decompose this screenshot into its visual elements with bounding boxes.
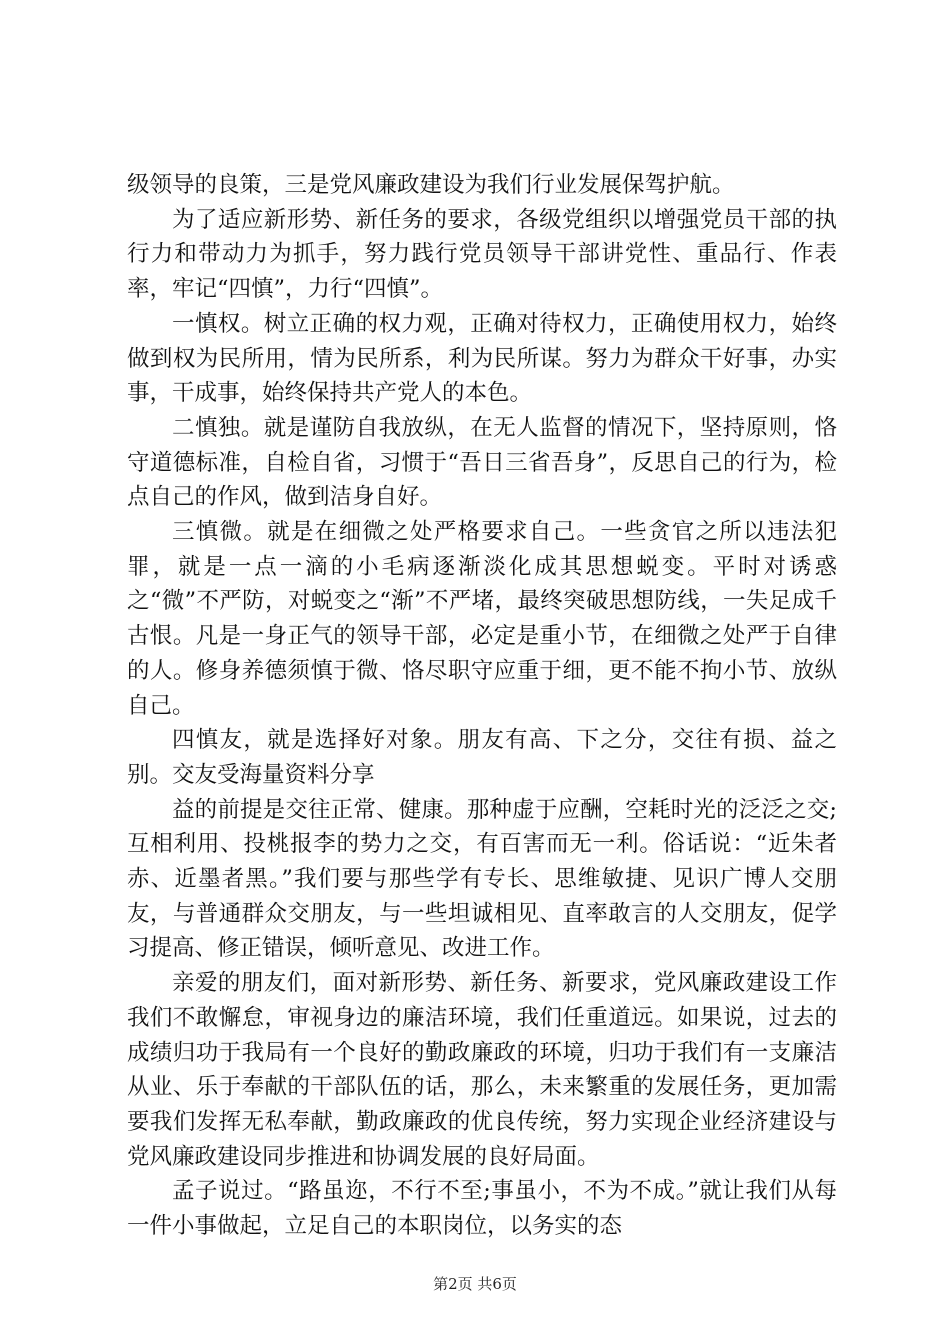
paragraph-power: 一慎权。树立正确的权力观，正确对待权力，正确使用权力，始终做到权为民所用，情为民所系，利为民所谋。努力为群众干好事，办实事，干成事，始终保持共产党人的本色。 <box>127 310 837 407</box>
page-footer: 第2页 共6页 <box>433 1275 517 1293</box>
paragraph-closing: 亲爱的朋友们，面对新形势、新任务、新要求，党风廉政建设工作我们不敢懈怠，审视身边的廉洁环境，我们任重道远。如果说，过去的成绩归功于我局有一个良好的勤政廉政的环境，归功于我们有一支廉洁从业、乐于奉献的干部队伍的话，那么，未来繁重的发展任务，更加需要我们发挥无私奉献，勤政廉政的优良传统，努力实现企业经济建设与党风廉政建设同步推进和协调发展的良好局面。 <box>127 970 837 1170</box>
paragraph-details: 三慎微。就是在细微之处严格要求自己。一些贪官之所以违法犯罪，就是一点一滴的小毛病逐渐淡化成其思想蜕变。平时对诱惑之“微”不严防，对蜕变之“渐”不严堵，最终突破思想防线，一失足成千古恨。凡是一身正气的领导干部，必定是重小节，在细微之处严于自律的人。修身养德须慎于微、恪尽职守应重于细，更不能不拘小节、放纵自己。 <box>127 519 837 719</box>
paragraph-intro: 为了适应新形势、新任务的要求，各级党组织以增强党员干部的执行力和带动力为抓手，努力践行党员领导干部讲党性、重品行、作表率，牢记“四慎”，力行“四慎”。 <box>127 206 837 303</box>
paragraph-solitude: 二慎独。就是谨防自我放纵，在无人监督的情况下，坚持原则，恪守道德标准，自检自省，习惯于“吾日三省吾身”，反思自己的行为，检点自己的作风，做到洁身自好。 <box>127 414 837 511</box>
paragraph-friends-continued: 益的前提是交往正常、健康。那种虚于应酬，空耗时光的泛泛之交;互相利用、投桃报李的势力之交，有百害而无一利。俗话说：“近朱者赤、近墨者黑。”我们要与那些学有专长、思维敏捷、见识广博人交朋友，与普通群众交朋友，与一些坦诚相见、直率敢言的人交朋友，促学习提高、修正错误，倾听意见、改进工作。 <box>127 796 837 962</box>
paragraph-continuation: 级领导的良策，三是党风廉政建设为我们行业发展保驾护航。 <box>127 172 735 198</box>
paragraph-mencius: 孟子说过。“路虽迩，不行不至;事虽小，不为不成。”就让我们从每一件小事做起，立足自己的本职岗位，以务实的态 <box>127 1178 837 1240</box>
document-body <box>127 168 837 1244</box>
paragraph-friends: 四慎友，就是选择好对象。朋友有高、下之分，交往有损、益之别。交友受海量资料分享 <box>127 727 837 788</box>
